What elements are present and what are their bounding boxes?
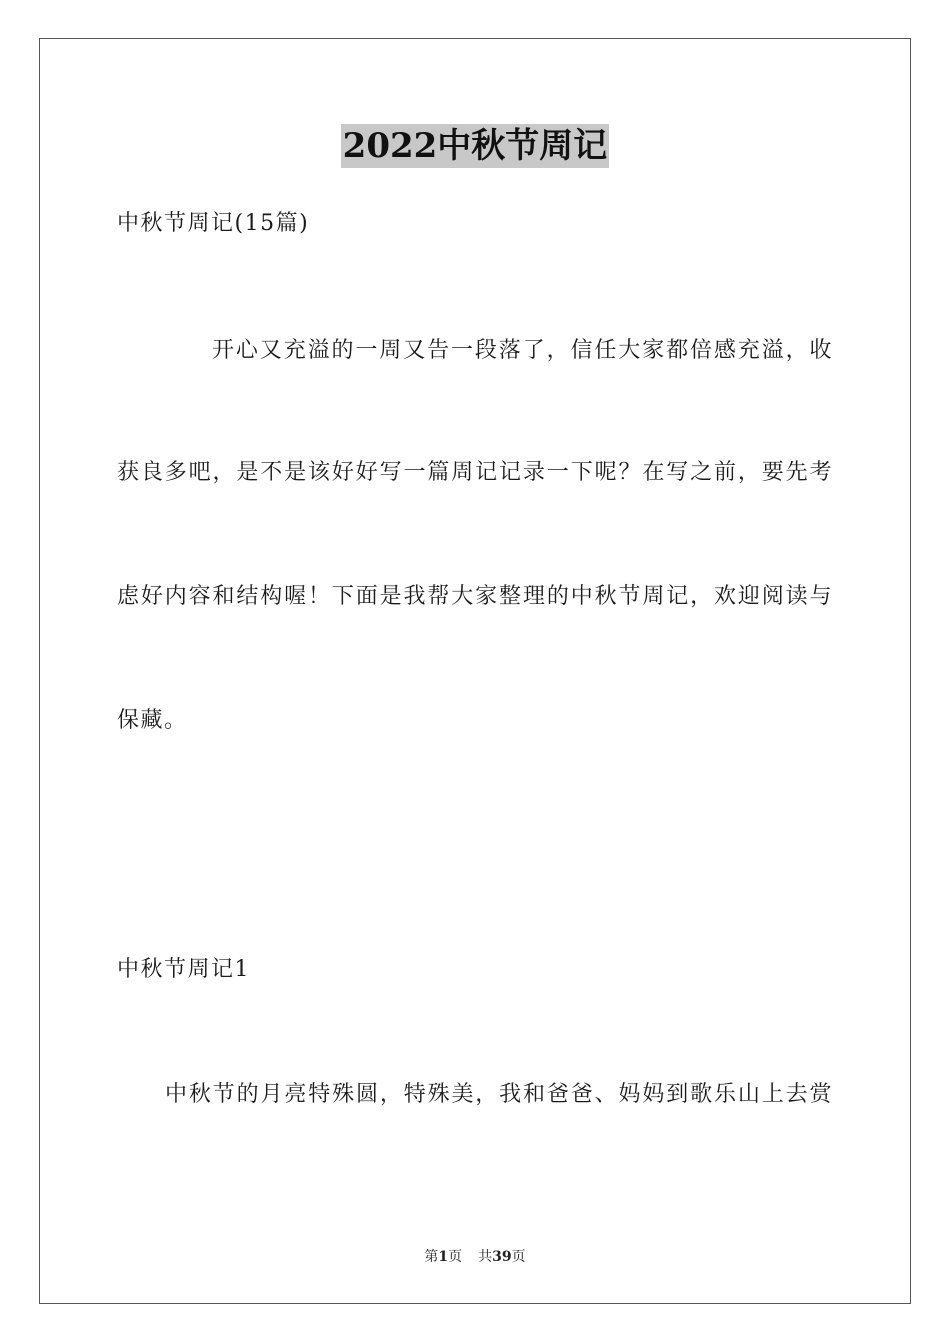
intro-paragraph-line-1: 开心又充溢的一周又告一段落了，信任大家都倍感充溢，收	[212, 338, 833, 363]
footer-total-suffix: 页	[511, 1249, 526, 1265]
footer-total-prefix: 共	[478, 1249, 493, 1265]
section-paragraph-line-1: 中秋节的月亮特殊圆，特殊美，我和爸爸、妈妈到歌乐山上去赏	[165, 1082, 833, 1107]
footer-page-prefix: 第	[424, 1249, 439, 1265]
footer-total-pages: 39	[492, 1249, 512, 1265]
document-title: 2022中秋节周记	[342, 126, 608, 166]
title-container	[0, 124, 950, 168]
footer-page-number: 1	[438, 1249, 449, 1265]
section-heading: 中秋节周记1	[117, 957, 250, 982]
page-footer	[0, 1247, 950, 1267]
intro-paragraph-line-3: 虑好内容和结构喔！下面是我帮大家整理的中秋节周记，欢迎阅读与	[117, 584, 833, 609]
intro-paragraph-line-4: 保藏。	[117, 708, 188, 733]
intro-paragraph-line-2: 获良多吧，是不是该好好写一篇周记记录一下呢？在写之前，要先考	[117, 460, 833, 485]
document-subtitle: 中秋节周记(15篇)	[117, 211, 310, 236]
footer-page-suffix: 页	[448, 1249, 463, 1265]
